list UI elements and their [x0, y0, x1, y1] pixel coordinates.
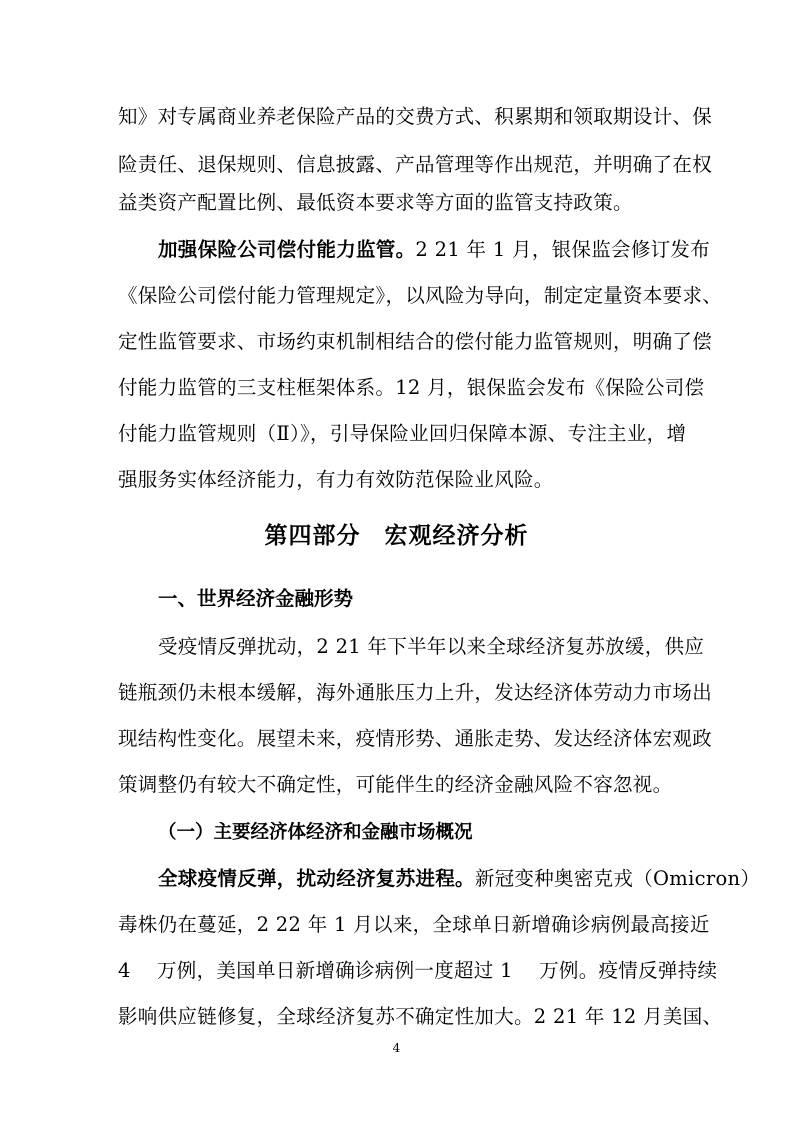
paragraph-4-lead: 全球疫情反弹，扰动经济复苏进程。	[158, 867, 475, 890]
paragraph-4-line-3: 4 万例，美国单日新增确诊病例一度超过 1 万例。疫情反弹持续	[118, 959, 718, 982]
paragraph-3-line-4: 策调整仍有较大不确定性，可能伴生的经济金融风险不容忽视。	[118, 773, 673, 796]
subheading-major-economies: （一）主要经济体经济和金融市场概况	[158, 822, 473, 843]
paragraph-2-line-2: 《保险公司偿付能力管理规定》，以风险为导向，制定定量资本要求、	[118, 284, 723, 307]
paragraph-1-line-3: 益类资产配置比例、最低资本要求等方面的监管支持政策。	[118, 191, 633, 214]
paragraph-2-line-1	[158, 237, 711, 263]
paragraph-2-lead: 加强保险公司偿付能力监管。	[158, 238, 416, 261]
paragraph-4-line-1	[158, 866, 761, 892]
paragraph-3-line-3: 现结构性变化。展望未来，疫情形势、通胀走势、发达经济体宏观政	[118, 727, 713, 750]
paragraph-4-line-2: 毒株仍在蔓延，2 22 年 1 月以来，全球单日新增确诊病例最高接近	[118, 913, 710, 936]
paragraph-3-line-1: 受疫情反弹扰动，2 21 年下半年以来全球经济复苏放缓，供应	[158, 635, 705, 658]
paragraph-1-line-2: 险责任、退保规则、信息披露、产品管理等作出规范，并明确了在权	[118, 153, 713, 176]
paragraph-2-line-3: 定性监管要求、市场约束机制相结合的偿付能力监管规则，明确了偿	[118, 330, 713, 353]
paragraph-1-line-1: 知》对专属商业养老保险产品的交费方式、积累期和领取期设计、保	[118, 105, 713, 128]
page-number: 4	[392, 1041, 401, 1055]
paragraph-4-line-4: 影响供应链修复，全球经济复苏不确定性加大。2 21 年 12 月美国、	[118, 1005, 723, 1028]
paragraph-2-line-1-rest: 2 21 年 1 月，银保监会修订发布	[415, 238, 711, 261]
paragraph-2-line-4: 付能力监管的三支柱框架体系。12 月，银保监会发布《保险公司偿	[118, 376, 705, 399]
heading-world-economy: 一、世界经济金融形势	[158, 587, 354, 610]
paragraph-2-line-5: 付能力监管规则（Ⅱ）》，引导保险业回归保障本源、专注主业，增	[118, 422, 687, 445]
paragraph-4-line-1-rest: 新冠变种奥密克戎（Omicron）	[474, 867, 761, 890]
paragraph-2-line-6: 强服务实体经济能力，有力有效防范保险业风险。	[118, 468, 554, 491]
section-title: 第四部分 宏观经济分析	[264, 523, 529, 549]
paragraph-3-line-2: 链瓶颈仍未根本缓解，海外通胀压力上升，发达经济体劳动力市场出	[118, 681, 713, 704]
